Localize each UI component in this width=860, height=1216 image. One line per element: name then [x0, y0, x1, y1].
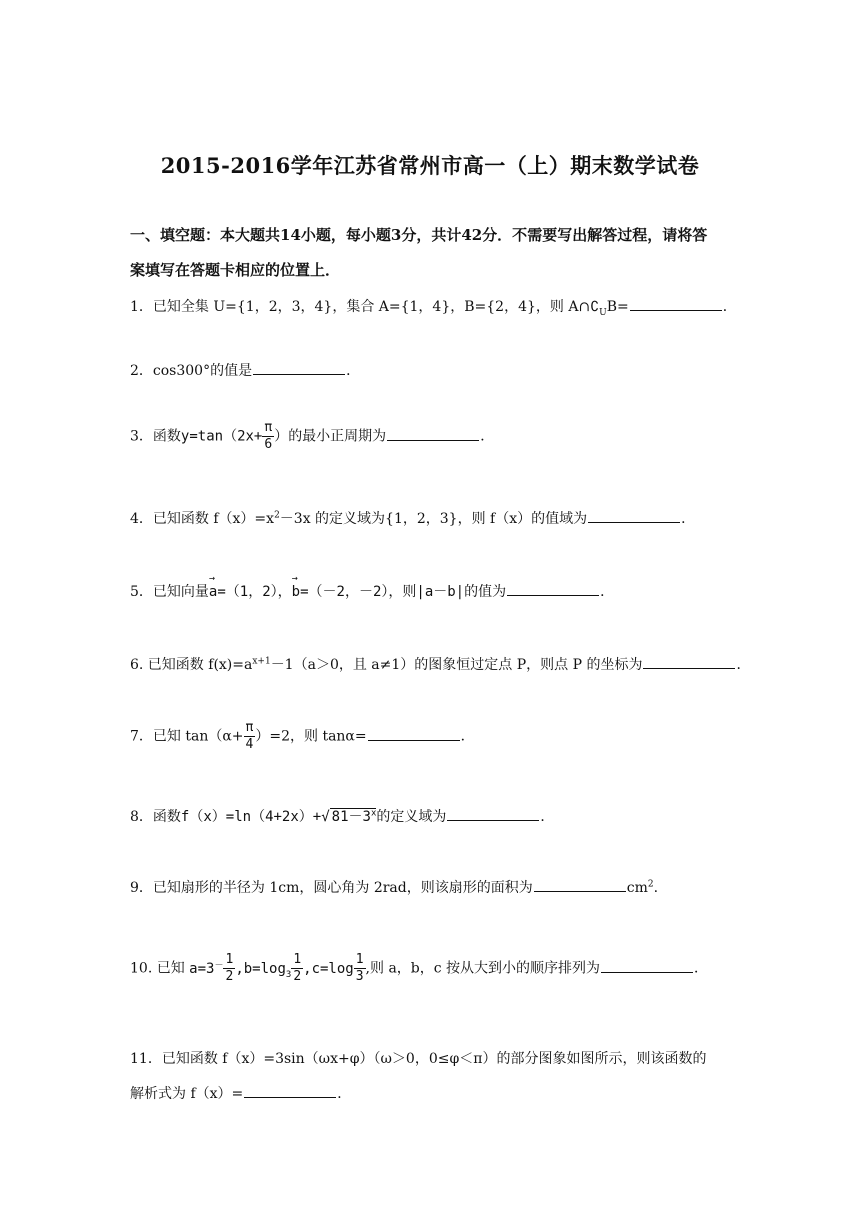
sqrt-symbol: √: [321, 809, 330, 825]
section-heading-line2: 案填写在答题卡相应的位置上．: [130, 261, 341, 279]
question-4: 4．已知函数 $f(x)=x^2-3x$ 的定义域为{1，2，3}，则 f（x）的值域为 ．: [130, 510, 696, 527]
question-11-line2: 解析式为 f（x）= ．: [130, 1086, 352, 1102]
answer-blank[interactable]: [507, 583, 599, 596]
answer-blank[interactable]: [244, 1085, 336, 1098]
question-7: 7．已知 tan（α+ $\frac{\pi}{4}$ ）=2，则 tanα= ．: [130, 720, 475, 752]
answer-blank[interactable]: [601, 960, 693, 973]
vector-magnitude: |a－b|: [416, 584, 465, 600]
page-title: 2015-2016学年江苏省常州市高一（上）期末数学试卷: [160, 153, 700, 178]
answer-blank[interactable]: [447, 808, 539, 821]
answer-blank[interactable]: [643, 656, 735, 669]
question-9: 9．已知扇形的半径为 1cm，圆心角为 2rad，则该扇形的面积为 $cm^2$.: [130, 879, 659, 896]
section-heading-line1: 一、填空题：本大题共14小题，每小题3分，共计42分．不需要写出解答过程，请将答: [130, 226, 708, 244]
answer-blank[interactable]: [253, 362, 345, 375]
question-10: 10. 已知 a=3－ $\frac{1}{2}$ $,b=\log_3$ $\frac{1}{2}$ ,c=log $\frac{1}{3}$ ,则 a，b，c 按从大到小的顺序排列为 ．: [130, 952, 709, 984]
question-2: 2．cos300°的值是 ．: [130, 363, 361, 379]
vector-b: → b: [292, 584, 300, 600]
question-6: 6. 已知函数 $f(x)=a^{x+1}-1(a>0$，且 a≠1）的图象恒过定点 P，则点 P 的坐标为 ．: [130, 656, 751, 673]
fraction: $\frac{\pi}{6}$: [264, 420, 273, 452]
answer-blank[interactable]: [534, 879, 626, 892]
answer-blank[interactable]: [387, 428, 479, 441]
question-5: 5．已知向量→ a=（1，2），→ b=（－2，－2），则|a－b|的值为 ．: [130, 581, 750, 601]
answer-blank[interactable]: [368, 728, 460, 741]
answer-blank[interactable]: [630, 298, 722, 311]
expr-b: $,b=\log_3$ $\frac{1}{2}$: [235, 952, 302, 984]
answer-blank[interactable]: [588, 510, 680, 523]
question-11-line1: 11．已知函数 f（x）=3sin（ωx+φ）（ω＞0，0≤φ＜π）的部分图象如图所示，则该函数的: [130, 1051, 707, 1067]
expr-c: ,c=log $\frac{1}{3}$: [303, 952, 364, 984]
fraction: $\frac{\pi}{4}$: [245, 720, 254, 752]
vector-a: → a: [209, 584, 217, 600]
question-3: 3．函数y=tan（2x+ $\frac{\pi}{6}$ ）的最小正周期为 ．: [130, 420, 495, 452]
question-8: 8．函数f（x）=ln（4+2x）+√ $81-3^x$的定义域为 ．: [130, 808, 555, 825]
question-1: 1．已知全集 U={1，2，3，4}，集合 A={1，4}，B={2，4}，则 $A\cap∁_UB=$ ．: [130, 299, 737, 318]
expr-a: a=3－ $\frac{1}{2}$: [189, 952, 234, 984]
sqrt-radicand: $81-3^x$: [331, 808, 377, 825]
